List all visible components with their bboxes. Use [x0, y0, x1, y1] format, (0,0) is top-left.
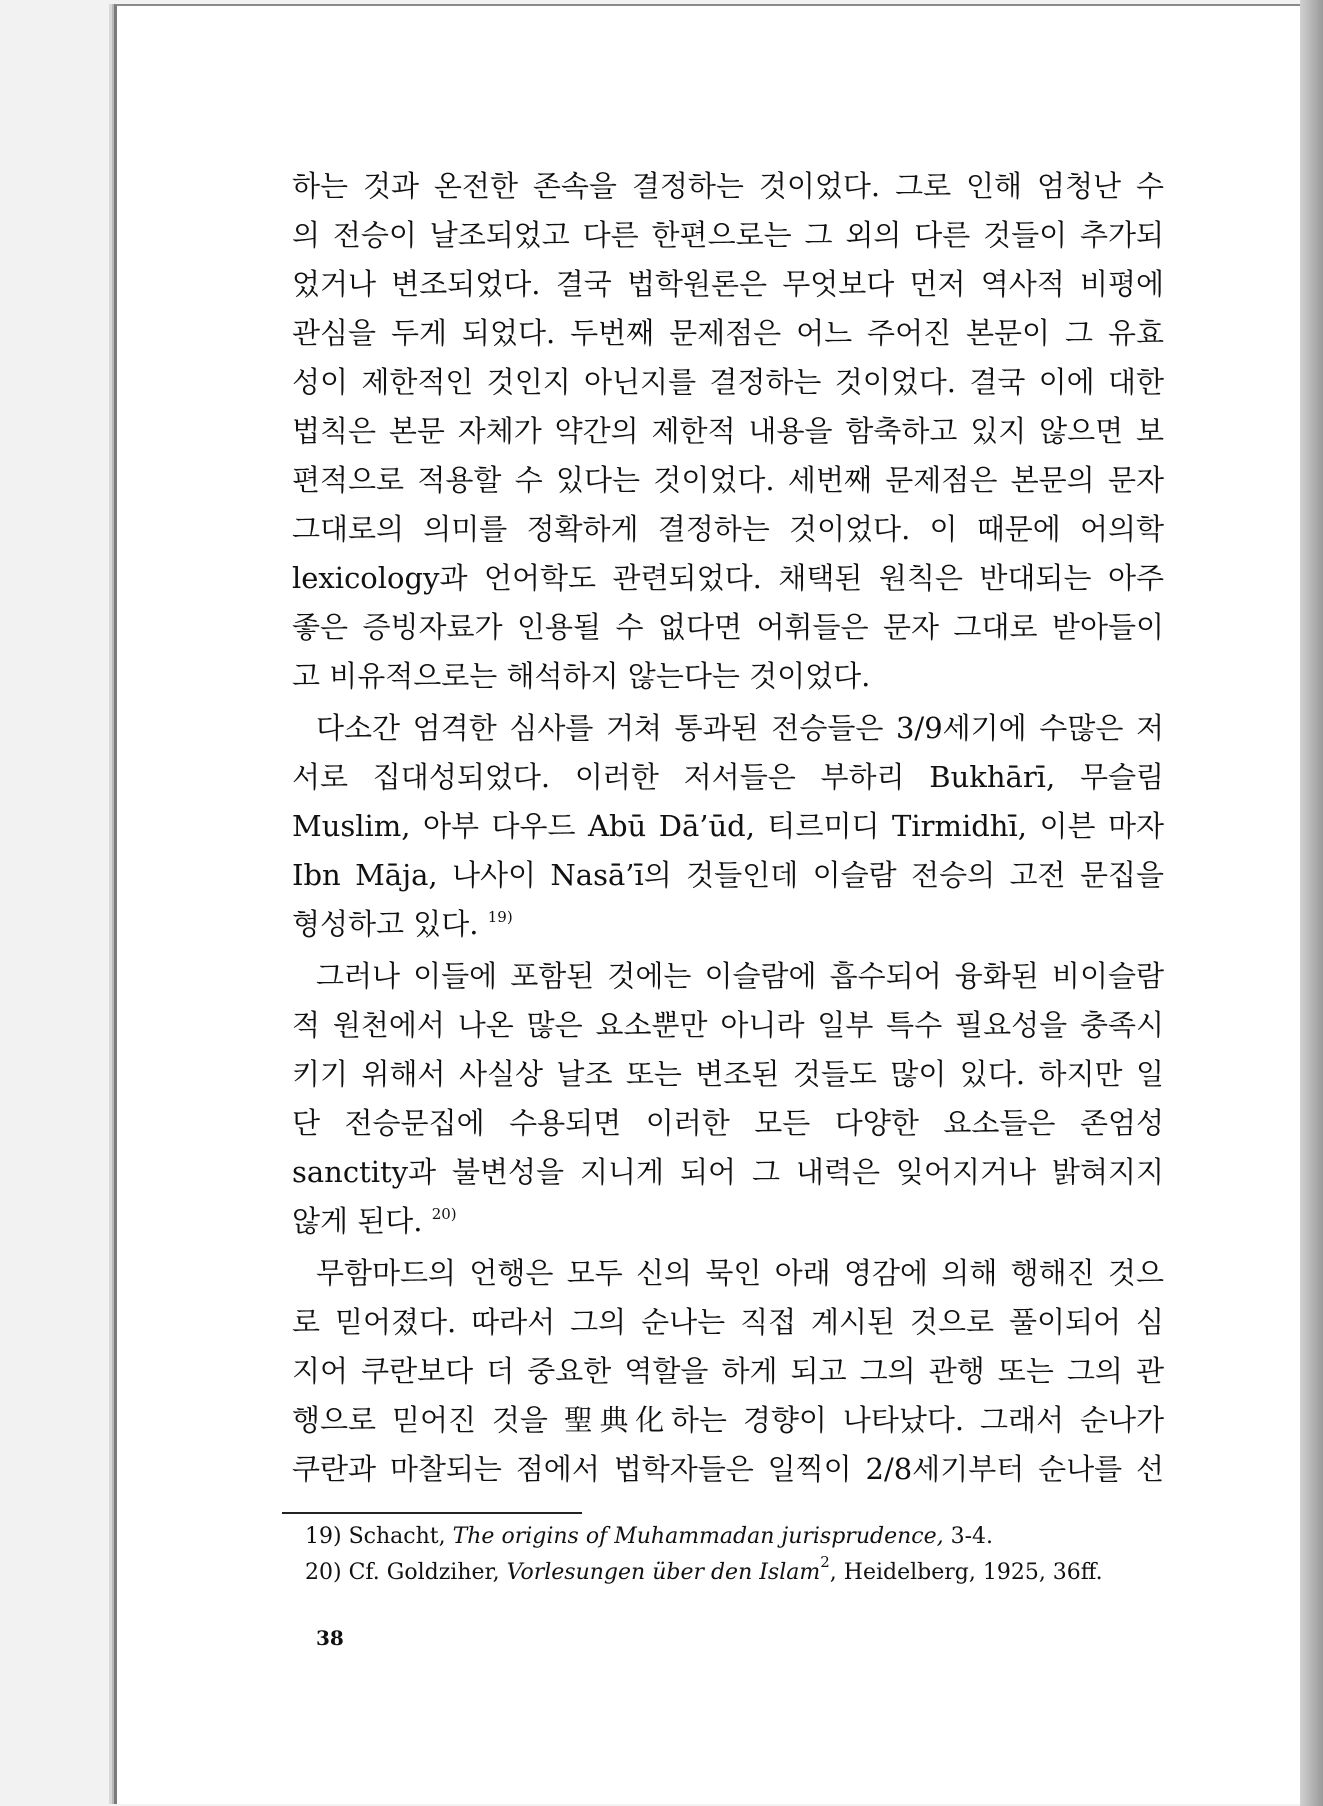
- body-line: 키기 위해서 사실상 날조 또는 변조된 것들도 많이 있다. 하지만 일: [292, 1057, 1164, 1091]
- footnote-ref: 19): [487, 908, 513, 926]
- footnote-divider: [282, 1512, 582, 1514]
- footnote-19: [305, 1522, 993, 1552]
- body-line: 무함마드의 언행은 모두 신의 묵인 아래 영감에 의해 행해진 것으: [316, 1256, 1164, 1290]
- body-line-with-ref: [292, 906, 1164, 946]
- body-line: sanctity과 불변성을 지니게 되어 그 내력은 잊어지거나 밝혀지지: [292, 1155, 1164, 1189]
- body-line: Muslim, 아부 다우드 Abū Dā’ūd, 티르미디 Tirmidhī, 이븐 마자: [292, 809, 1164, 843]
- body-line: 적 원천에서 나온 많은 요소뿐만 아니라 일부 특수 필요성을 충족시: [292, 1008, 1164, 1042]
- body-line: 관심을 두게 되었다. 두번째 문제점은 어느 주어진 본문이 그 유효: [292, 316, 1164, 350]
- page-number: 38: [316, 1626, 344, 1650]
- body-line: 로 믿어졌다. 따라서 그의 순나는 직접 계시된 것으로 풀이되어 심: [292, 1305, 1164, 1339]
- footnote-title: The origins of Muhammadan jurisprudence,: [452, 1524, 944, 1549]
- body-line: 하는 것과 온전한 존속을 결정하는 것이었다. 그로 인해 엄청난 수: [292, 169, 1164, 203]
- body-line: 성이 제한적인 것인지 아닌지를 결정하는 것이었다. 결국 이에 대한: [292, 365, 1164, 399]
- body-line: 서로 집대성되었다. 이러한 저서들은 부하리 Bukhārī, 무슬림: [292, 760, 1164, 794]
- body-line: 편적으로 적용할 수 있다는 것이었다. 세번째 문제점은 본문의 문자: [292, 463, 1164, 497]
- body-line: 쿠란과 마찰되는 점에서 법학자들은 일찍이 2/8세기부터 순나를 선: [292, 1452, 1164, 1486]
- footnote-author: Cf. Goldziher,: [348, 1560, 500, 1585]
- body-line-text: 형성하고 있다.: [292, 907, 479, 941]
- body-line: 단 전승문집에 수용되면 이러한 모든 다양한 요소들은 존엄성: [292, 1106, 1164, 1140]
- page-edge-shadow: [1300, 0, 1323, 1806]
- body-line-with-ref: [292, 1203, 1164, 1243]
- body-line: lexicology과 언어학도 관련되었다. 채택된 원칙은 반대되는 아주: [292, 561, 1164, 595]
- body-line: 법칙은 본문 자체가 약간의 제한적 내용을 함축하고 있지 않으면 보: [292, 414, 1164, 448]
- body-line: 좋은 증빙자료가 인용될 수 없다면 어휘들은 문자 그대로 받아들이: [292, 610, 1164, 644]
- body-line: 그러나 이들에 포함된 것에는 이슬람에 흡수되어 융화된 비이슬람: [316, 959, 1164, 993]
- footnote-20: [305, 1553, 1103, 1588]
- footnote-number: 20): [305, 1560, 342, 1585]
- body-line: 다소간 엄격한 심사를 거쳐 통과된 전승들은 3/9세기에 수많은 저: [316, 711, 1164, 745]
- body-line: 었거나 변조되었다. 결국 법학원론은 무엇보다 먼저 역사적 비평에: [292, 267, 1164, 301]
- footnote-title: Vorlesungen über den Islam: [506, 1560, 821, 1585]
- footnote-rest: , Heidelberg, 1925, 36ff.: [829, 1560, 1103, 1585]
- body-line: 의 전승이 날조되었고 다른 한편으로는 그 외의 다른 것들이 추가되: [292, 218, 1164, 252]
- body-line: 그대로의 의미를 정확하게 결정하는 것이었다. 이 때문에 어의학: [292, 512, 1164, 546]
- footnote-number: 19): [305, 1524, 342, 1549]
- footnote-ref: 20): [431, 1205, 457, 1223]
- footnote-rest: 3-4.: [950, 1524, 994, 1549]
- body-line: 고 비유적으로는 해석하지 않는다는 것이었다.: [292, 659, 871, 693]
- body-line: Ibn Māja, 나사이 Nasā’ī의 것들인데 이슬람 전승의 고전 문집을: [292, 858, 1164, 892]
- footnote-title-sup: 2: [820, 1553, 830, 1571]
- body-line: 행으로 믿어진 것을 聖典化하는 경향이 나타났다. 그래서 순나가: [292, 1403, 1164, 1437]
- body-line-text: 않게 된다.: [292, 1204, 423, 1238]
- body-line: 지어 쿠란보다 더 중요한 역할을 하게 되고 그의 관행 또는 그의 관: [292, 1354, 1164, 1388]
- footnote-author: Schacht,: [348, 1524, 446, 1549]
